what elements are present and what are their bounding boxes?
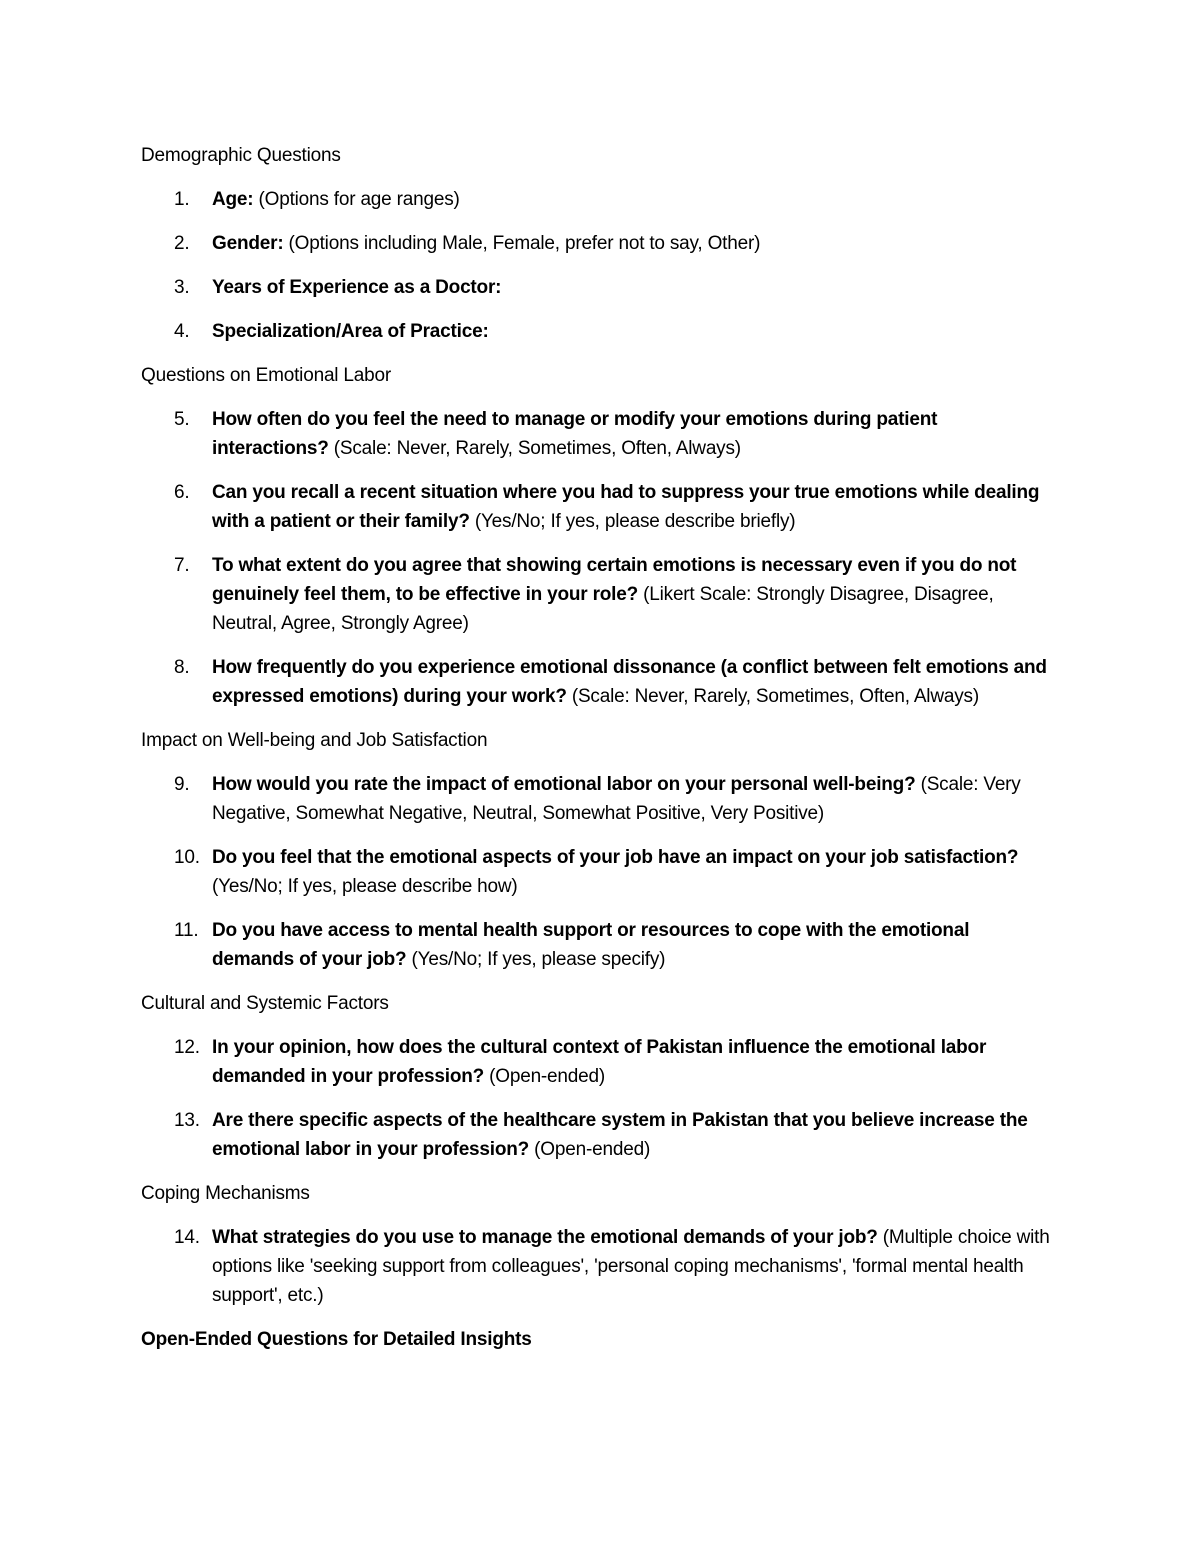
question-number: 4. xyxy=(174,321,190,342)
question-number: 12. xyxy=(174,1037,200,1058)
question-number: 7. xyxy=(174,555,190,576)
question-list-cultural-systemic xyxy=(141,1033,1056,1164)
section-heading-demographic: Demographic Questions xyxy=(141,145,341,166)
question-number: 8. xyxy=(174,657,190,678)
question-text: Are there specific aspects of the healthcare system in Pakistan that you believe increase the emotional labor in your profession? xyxy=(212,1110,1028,1160)
question-options: (Scale: Very Negative, Somewhat Negative, Neutral, Somewhat Positive, Very Positive) xyxy=(212,774,1021,824)
section-heading-well-being: Impact on Well-being and Job Satisfaction xyxy=(141,730,488,751)
question-text: Age: xyxy=(212,189,254,210)
question-options: (Options including Male, Female, prefer not to say, Other) xyxy=(283,233,761,254)
question-item xyxy=(141,405,1056,463)
question-text: Do you have access to mental health support or resources to cope with the emotional demands of your job? xyxy=(212,920,970,970)
question-options: (Yes/No; If yes, please specify) xyxy=(406,949,666,970)
question-number: 6. xyxy=(174,482,190,503)
section-heading-coping: Coping Mechanisms xyxy=(141,1183,310,1204)
section-heading-emotional-labor: Questions on Emotional Labor xyxy=(141,365,392,386)
question-item xyxy=(141,770,1056,828)
question-item xyxy=(141,1106,1056,1164)
question-options: (Yes/No; If yes, please describe briefly) xyxy=(469,511,796,532)
question-list-emotional-labor xyxy=(141,405,1056,711)
question-number: 9. xyxy=(174,774,190,795)
question-text: To what extent do you agree that showing certain emotions is necessary even if you do not genuinely feel them, to be effective in your role? xyxy=(212,555,1017,605)
question-text: How often do you feel the need to manage or modify your emotions during patient interactions? xyxy=(212,409,938,459)
section-heading-open-ended: Open-Ended Questions for Detailed Insights xyxy=(141,1329,532,1350)
question-options: (Multiple choice with options like 'seeking support from colleagues', 'personal coping mechanisms', 'formal mental health support', etc.) xyxy=(212,1227,1050,1306)
question-item xyxy=(141,551,1056,638)
question-number: 2. xyxy=(174,233,190,254)
question-number: 13. xyxy=(174,1110,200,1131)
question-number: 1. xyxy=(174,189,190,210)
question-item xyxy=(141,916,1056,974)
question-item xyxy=(141,185,1056,214)
question-options: (Open-ended) xyxy=(529,1139,651,1160)
question-text: Specialization/Area of Practice: xyxy=(212,321,489,342)
question-text: How frequently do you experience emotional dissonance (a conflict between felt emotions and expressed emotions) during your work? xyxy=(212,657,1047,707)
question-item xyxy=(141,1223,1056,1310)
section-heading-cultural-systemic: Cultural and Systemic Factors xyxy=(141,993,389,1014)
question-text: What strategies do you use to manage the emotional demands of your job? xyxy=(212,1227,878,1248)
question-options: (Scale: Never, Rarely, Sometimes, Often, Always) xyxy=(566,686,979,707)
question-text: Do you feel that the emotional aspects of your job have an impact on your job satisfaction? xyxy=(212,847,1019,868)
question-text: How would you rate the impact of emotional labor on your personal well-being? xyxy=(212,774,916,795)
question-item xyxy=(141,317,1056,346)
question-item xyxy=(141,478,1056,536)
question-list-demographic xyxy=(141,185,1056,346)
question-number: 10. xyxy=(174,847,200,868)
question-item xyxy=(141,1033,1056,1091)
question-number: 14. xyxy=(174,1227,200,1248)
question-options: (Open-ended) xyxy=(484,1066,606,1087)
question-item xyxy=(141,653,1056,711)
question-number: 5. xyxy=(174,409,190,430)
document-body xyxy=(141,141,1056,1369)
question-number: 11. xyxy=(174,920,199,941)
question-options: (Yes/No; If yes, please describe how) xyxy=(212,876,518,897)
question-list-well-being xyxy=(141,770,1056,974)
question-text: Can you recall a recent situation where you had to suppress your true emotions while dealing with a patient or their family? xyxy=(212,482,1040,532)
question-item xyxy=(141,229,1056,258)
question-text: Years of Experience as a Doctor: xyxy=(212,277,502,298)
question-options: (Options for age ranges) xyxy=(253,189,460,210)
question-list-coping xyxy=(141,1223,1056,1310)
question-options: (Likert Scale: Strongly Disagree, Disagree, Neutral, Agree, Strongly Agree) xyxy=(212,584,994,634)
question-number: 3. xyxy=(174,277,190,298)
question-options: (Scale: Never, Rarely, Sometimes, Often, Always) xyxy=(328,438,741,459)
question-text: Gender: xyxy=(212,233,284,254)
question-item xyxy=(141,843,1056,901)
question-text: In your opinion, how does the cultural context of Pakistan influence the emotional labor demanded in your profession? xyxy=(212,1037,987,1087)
question-item xyxy=(141,273,1056,302)
